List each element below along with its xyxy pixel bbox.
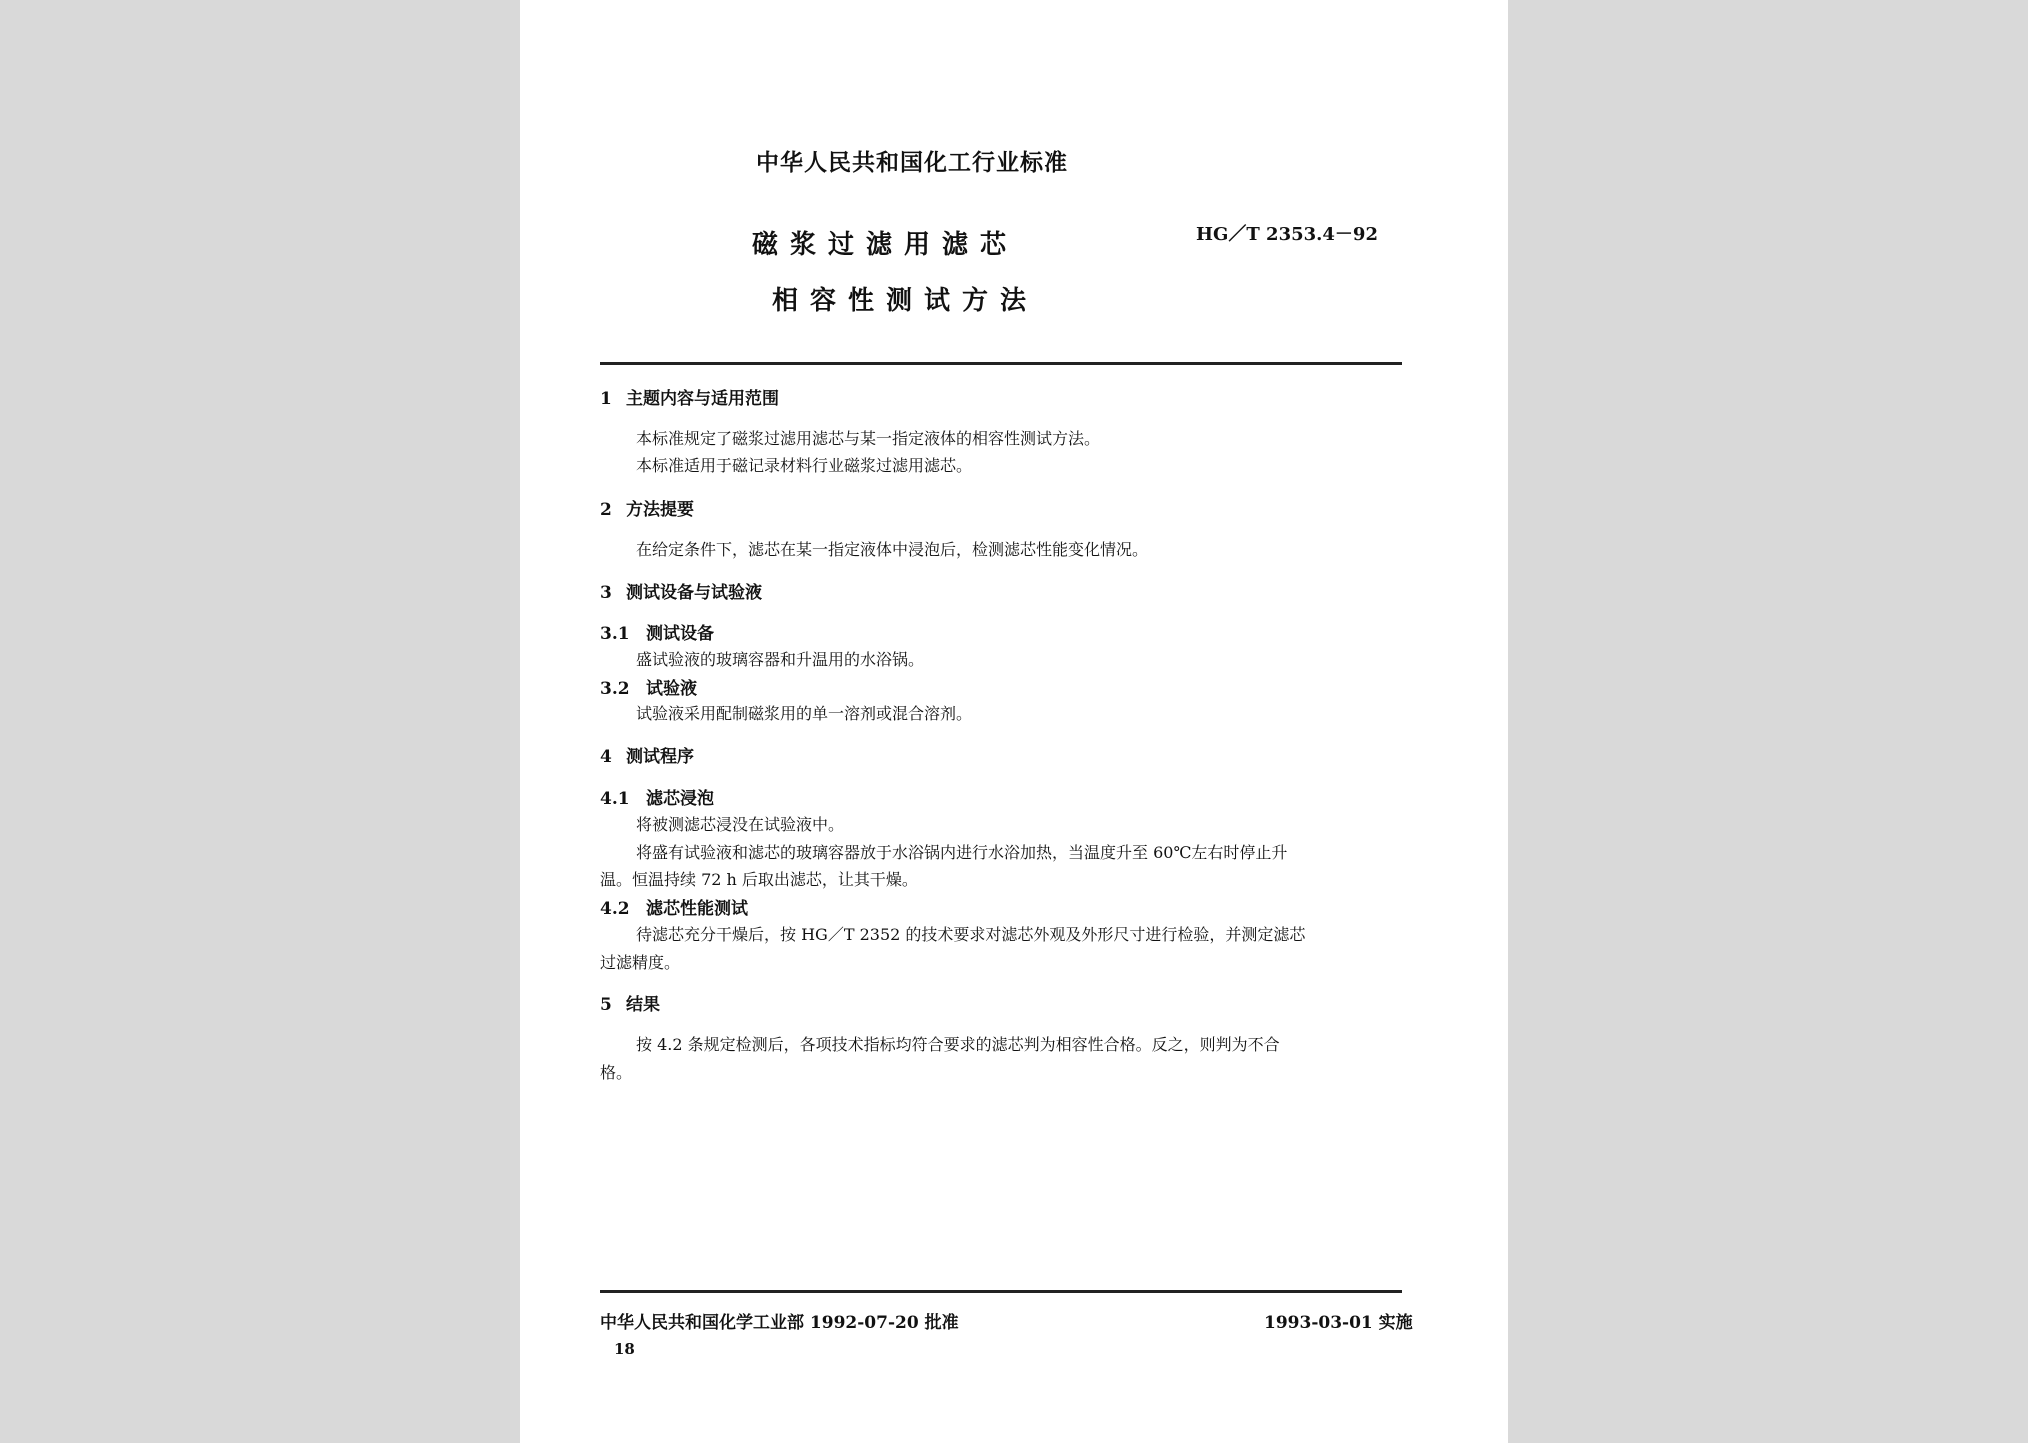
section-title: 结果 bbox=[626, 995, 660, 1015]
section-title: 测试设备与试验液 bbox=[626, 583, 762, 603]
document-title-line-2: 相容性测试方法 bbox=[772, 286, 1039, 316]
subsection-number: 3.1 bbox=[600, 624, 630, 644]
section-number: 1 bbox=[600, 389, 612, 409]
paragraph: 盛试验液的玻璃容器和升温用的水浴锅。 bbox=[636, 650, 925, 669]
paragraph: 在给定条件下，滤芯在某一指定液体中浸泡后，检测滤芯性能变化情况。 bbox=[636, 540, 1149, 559]
section-number: 3 bbox=[600, 583, 612, 603]
subsection-number: 3.2 bbox=[600, 679, 630, 699]
section-1-heading bbox=[600, 384, 779, 409]
organization-title: 中华人民共和国化工行业标准 bbox=[756, 149, 1068, 176]
section-4-heading bbox=[600, 742, 694, 767]
document-title-line-1: 磁浆过滤用滤芯 bbox=[752, 230, 1019, 260]
page-number: 18 bbox=[614, 1340, 635, 1358]
subsection-title: 试验液 bbox=[646, 679, 697, 699]
section-3-heading bbox=[600, 578, 762, 603]
subsection-title: 滤芯浸泡 bbox=[646, 789, 714, 809]
paragraph: 本标准规定了磁浆过滤用滤芯与某一指定液体的相容性测试方法。 bbox=[636, 429, 1101, 448]
section-title: 主题内容与适用范围 bbox=[626, 389, 779, 409]
subsection-4-1-heading bbox=[600, 784, 714, 809]
footer-divider bbox=[600, 1290, 1402, 1293]
paragraph: 将被测滤芯浸没在试验液中。 bbox=[636, 815, 845, 834]
document-page bbox=[520, 0, 1508, 1443]
implementation-date: 1993-03-01 实施 bbox=[1264, 1313, 1413, 1333]
subsection-3-1-heading bbox=[600, 619, 714, 644]
paragraph: 试验液采用配制磁浆用的单一溶剂或混合溶剂。 bbox=[636, 704, 973, 723]
standard-number: HG／T 2353.4－92 bbox=[1196, 224, 1378, 245]
header-divider bbox=[600, 362, 1402, 365]
section-number: 5 bbox=[600, 995, 612, 1015]
section-2-heading bbox=[600, 495, 694, 520]
subsection-number: 4.2 bbox=[600, 899, 630, 919]
subsection-4-2-heading bbox=[600, 894, 748, 919]
section-5-heading bbox=[600, 990, 660, 1015]
subsection-title: 测试设备 bbox=[646, 624, 714, 644]
section-number: 2 bbox=[600, 500, 612, 520]
subsection-3-2-heading bbox=[600, 674, 697, 699]
paragraph-continuation: 温。恒温持续 72 h 后取出滤芯，让其干燥。 bbox=[600, 870, 918, 889]
paragraph-continuation: 格。 bbox=[600, 1063, 633, 1082]
section-title: 方法提要 bbox=[626, 500, 694, 520]
section-title: 测试程序 bbox=[626, 747, 694, 767]
subsection-number: 4.1 bbox=[600, 789, 630, 809]
paragraph-continuation: 过滤精度。 bbox=[600, 953, 681, 972]
approval-statement: 中华人民共和国化学工业部 1992-07-20 批准 bbox=[600, 1313, 959, 1333]
paragraph: 将盛有试验液和滤芯的玻璃容器放于水浴锅内进行水浴加热，当温度升至 60℃左右时停止升 bbox=[636, 843, 1288, 862]
paragraph: 按 4.2 条规定检测后，各项技术指标均符合要求的滤芯判为相容性合格。反之，则判为不合 bbox=[636, 1035, 1280, 1054]
section-number: 4 bbox=[600, 747, 612, 767]
subsection-title: 滤芯性能测试 bbox=[646, 899, 748, 919]
paragraph: 本标准适用于磁记录材料行业磁浆过滤用滤芯。 bbox=[636, 456, 973, 475]
paragraph: 待滤芯充分干燥后，按 HG／T 2352 的技术要求对滤芯外观及外形尺寸进行检验，并测定滤芯 bbox=[636, 925, 1306, 944]
